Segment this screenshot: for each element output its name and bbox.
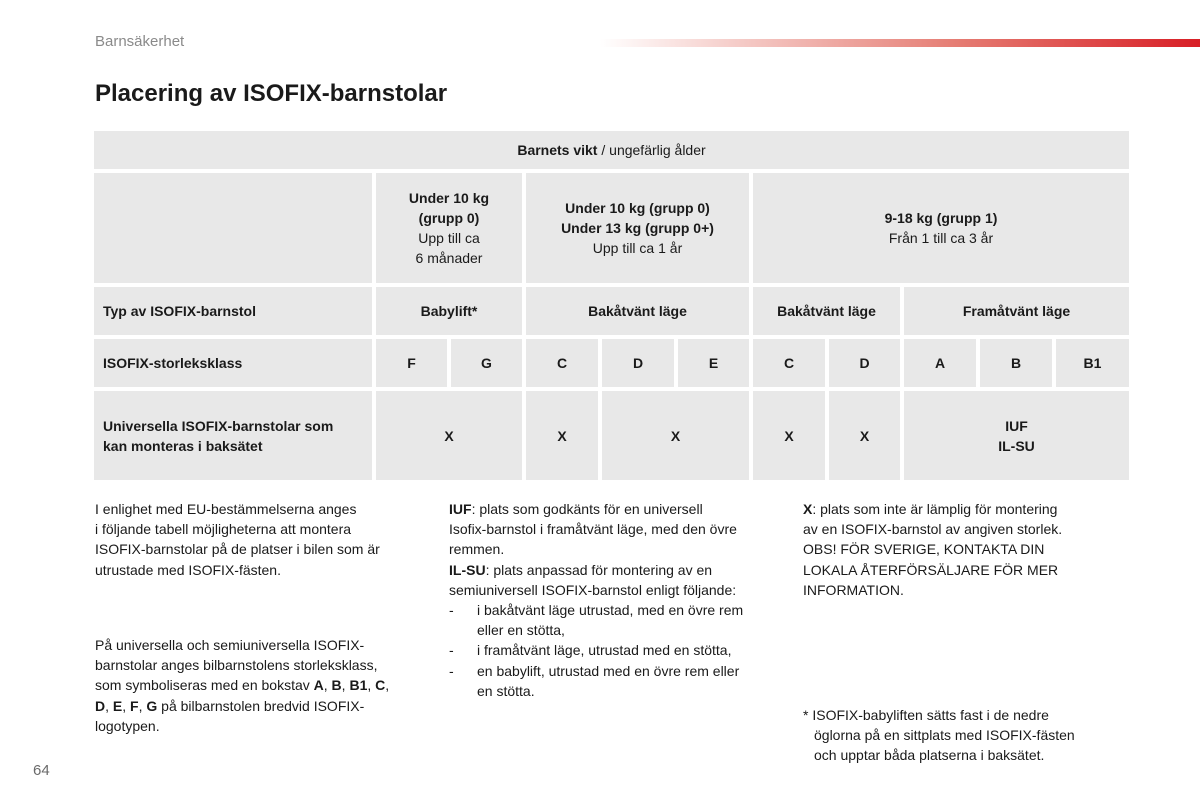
group-2-weight: 9-18 kg (grupp 1): [884, 210, 998, 226]
iuf-term: IUF: [449, 501, 472, 517]
universal-cell-0: X: [376, 391, 522, 480]
group-0-weight: Under 10 kg: [408, 190, 490, 206]
x-term: X: [803, 501, 813, 517]
list-item: - i bakåtvänt läge utrustad, med en övre rem eller en stötta,: [449, 602, 744, 639]
intro-paragraph: I enlighet med EU-bestämmelserna anges i följande tabell möjligheterna att montera ISOFIX-barnstolar på de platser i bilen som är utrustade med ISOFIX-fästen.: [95, 501, 380, 578]
universal-cell-5: IUF IL-SU: [904, 391, 1129, 480]
weight-header-cell: [94, 131, 1129, 169]
universal-cell-1: X: [526, 391, 598, 480]
group-1-weight-a: Under 10 kg (grupp 0): [565, 200, 710, 216]
footnote: * ISOFIX-babyliften sätts fast i de nedre öglorna på en sittplats med ISOFIX-fästen och upptar båda platserna i baksätet.: [803, 707, 1075, 764]
group-cell-0: [376, 173, 522, 283]
group-1-weight-b: Under 13 kg (grupp 0+): [561, 220, 714, 236]
size-cell-7: A: [904, 339, 976, 387]
list-item: - en babylift, utrustad med en övre rem eller en stötta.: [449, 662, 740, 699]
size-cell-6: D: [829, 339, 900, 387]
size-class-paragraph: På universella och semiuniversella ISOFIX- barnstolar anges bilbarnstolens storleksklass, som symboliseras med en bokstav A, B, B1, C, D, E, F, G på bilbarnstolen bredvid ISOFIX- logotypen.: [95, 637, 390, 734]
weight-header-bold: Barnets vikt: [517, 142, 598, 158]
size-cell-1: G: [451, 339, 522, 387]
x-definition-paragraph: X: plats som inte är lämplig för montering av en ISOFIX-barnstol av angiven storlek. OBS! FÖR SVERIGE, KONTAKTA DIN LOKALA ÅTERFÖRSÄLJARE FÖR MER INFORMATION.: [803, 501, 1063, 598]
group-1-age: Upp till ca 1 år: [592, 240, 683, 256]
type-cell-0: Babylift*: [376, 287, 522, 335]
universal-label-cell: Universella ISOFIX-barnstolar som kan monteras i baksätet: [94, 391, 372, 480]
size-cell-4: E: [678, 339, 749, 387]
list-item: - i framåtvänt läge, utrustad med en stötta,: [449, 642, 732, 659]
page-number: 64: [33, 762, 50, 779]
type-label-cell: Typ av ISOFIX-barnstol: [94, 287, 372, 335]
type-cell-3: Framåtvänt läge: [904, 287, 1129, 335]
size-cell-9: B1: [1056, 339, 1129, 387]
size-cell-3: D: [602, 339, 674, 387]
universal-cell-2: X: [602, 391, 749, 480]
size-label-cell: ISOFIX-storleksklass: [94, 339, 372, 387]
group-cell-2: [753, 173, 1129, 283]
type-cell-2: Bakåtvänt läge: [753, 287, 900, 335]
section-label: Barnsäkerhet: [95, 33, 185, 50]
page-title: Placering av ISOFIX-barnstolar: [95, 80, 448, 107]
size-cell-8: B: [980, 339, 1052, 387]
type-cell-1: Bakåtvänt läge: [526, 287, 749, 335]
ilsu-term: IL-SU: [449, 561, 486, 578]
group-cell-1: [526, 173, 749, 283]
group-2-age: Från 1 till ca 3 år: [888, 230, 994, 246]
group-0-age-2: 6 månader: [415, 250, 483, 266]
group-0-name: (grupp 0): [418, 210, 480, 226]
universal-cell-3: X: [753, 391, 825, 480]
size-cell-5: C: [753, 339, 825, 387]
weight-header-rest: / ungefärlig ålder: [597, 142, 706, 158]
size-cell-2: C: [526, 339, 598, 387]
universal-cell-4: X: [829, 391, 900, 480]
header-accent-bar: [600, 39, 1200, 47]
size-cell-0: F: [376, 339, 447, 387]
definitions-paragraph: IUF: plats som godkänts för en universell Isofix-barnstol i framåtvänt läge, med den övre remmen. IL-SU: plats anpassad för montering av en semiuniversell ISOFIX-barnstol enligt följande: - i bakåtvänt läge utrustad, med en övre rem eller en stötta, - i framåtvänt läge, utrustad med en stötta, - en babylift, utrustad med en övre rem eller en stötta.: [449, 499, 789, 701]
group-0-age-1: Upp till ca: [418, 230, 480, 246]
group-label-empty-cell: [94, 173, 372, 283]
